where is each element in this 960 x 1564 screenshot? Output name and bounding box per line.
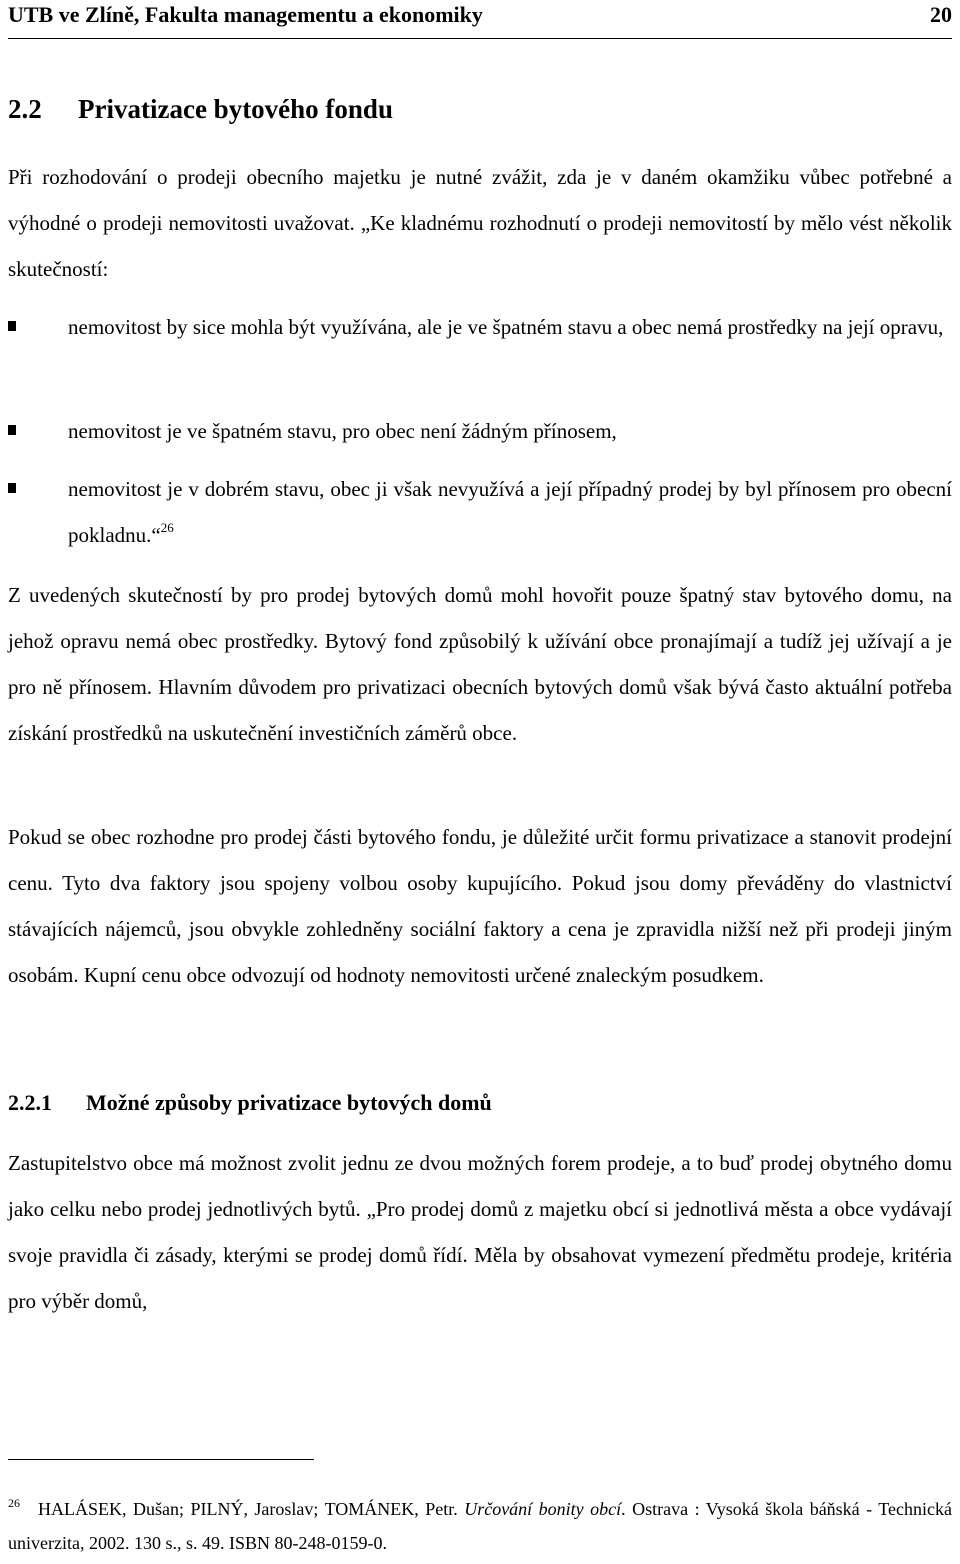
page-header bbox=[8, 0, 952, 39]
paragraph-4: Zastupitelstvo obce má možnost zvolit jednu ze dvou možných forem prodeje, a to buď prodej obytného domu jako celku nebo prodej jednotlivých bytů. „Pro prodej domů z majetku obcí si jednotlivá města a obce vydávají svoje pravidla či zásady, kterými se prodej domů řídí. Měla by obsahovat vymezení předmětu prodeje, kritéria pro výběr domů, bbox=[8, 1151, 952, 1313]
section-title: Privatizace bytového fondu bbox=[78, 94, 393, 124]
bullet-square-icon bbox=[8, 483, 16, 493]
paragraph-1: Při rozhodování o prodeji obecního majetku je nutné zvážit, zda je v daném okamžiku vůbec potřebné a výhodné o prodeji nemovitosti uvažovat. „Ke kladnému rozhodnutí o prodeji nemovitostí by mělo vést několik skutečností: bbox=[8, 165, 952, 281]
list-item-quote bbox=[68, 466, 952, 558]
section-number: 2.2 bbox=[8, 94, 42, 124]
footnote: $^{26}$ HALÁSEK, Dušan; PILNÝ, Jaroslav; TOMÁNEK, Petr. Určování bonity obcí. Ostrava : Vysoká škola báňská - Technická univerzita, 2002. 130 s., s. 49. ISBN 80-248-0159-0. bbox=[8, 1496, 952, 1553]
page-number: 20 bbox=[930, 2, 952, 27]
subsection-heading bbox=[8, 1090, 492, 1116]
footnote-reference[interactable]: 26 bbox=[160, 520, 174, 535]
header-title: UTB ve Zlíně, Fakulta managementu a ekonomiky bbox=[8, 2, 483, 27]
list-item bbox=[8, 466, 952, 558]
footnote-publication: . Ostrava : Vysoká škola báňská - Technická univerzita, 2002. 130 s., s. 49. ISBN 80-248-0159-0. bbox=[8, 1499, 952, 1553]
list-item-text: nemovitost je v dobrém stavu, obec ji však nevyužívá a její případný prodej by byl přínosem pro obecní pokladnu.“ bbox=[68, 477, 952, 547]
subsection-number: 2.2.1 bbox=[8, 1090, 52, 1115]
bullet-square-icon bbox=[8, 425, 16, 435]
bullet-square-icon bbox=[8, 321, 16, 331]
section-heading bbox=[8, 94, 393, 125]
subsection-title: Možné způsoby privatizace bytových domů bbox=[86, 1090, 492, 1115]
list-item-text: nemovitost je ve špatném stavu, pro obec není žádným přínosem, bbox=[68, 419, 617, 443]
list-item bbox=[8, 304, 952, 350]
paragraph-2: Z uvedených skutečností by pro prodej bytových domů mohl hovořit pouze špatný stav bytového domu, na jehož opravu nemá obec prostředky. Bytový fond způsobilý k užívání obce pronajímají a tudíž jej užívají a je pro ně přínosem. Hlavním důvodem pro privatizaci obecních bytových domů však bývá často aktuální potřeba získání prostředků na uskutečnění investičních záměrů obce. bbox=[8, 583, 952, 745]
list-item-text: nemovitost by sice mohla být využívána, ale je ve špatném stavu a obec nemá prostředky na její opravu, bbox=[68, 315, 944, 339]
footnote-book-title: Určování bonity obcí bbox=[464, 1499, 622, 1519]
paragraph-3: Pokud se obec rozhodne pro prodej části bytového fondu, je důležité určit formu privatizace a stanovit prodejní cenu. Tyto dva faktory jsou spojeny volbou osoby kupujícího. Pokud jsou domy převáděny do vlastnictví stávajících nájemců, jsou obvykle zohledněny sociální faktory a cena je zpravidla nižší než při prodeji jiným osobám. Kupní cenu obce odvozují od hodnoty nemovitosti určené znaleckým posudkem. bbox=[8, 825, 952, 987]
footnote-authors: HALÁSEK, Dušan; PILNÝ, Jaroslav; TOMÁNEK, Petr. bbox=[38, 1499, 458, 1519]
footnote-divider bbox=[8, 1459, 314, 1460]
list-item bbox=[8, 408, 952, 454]
